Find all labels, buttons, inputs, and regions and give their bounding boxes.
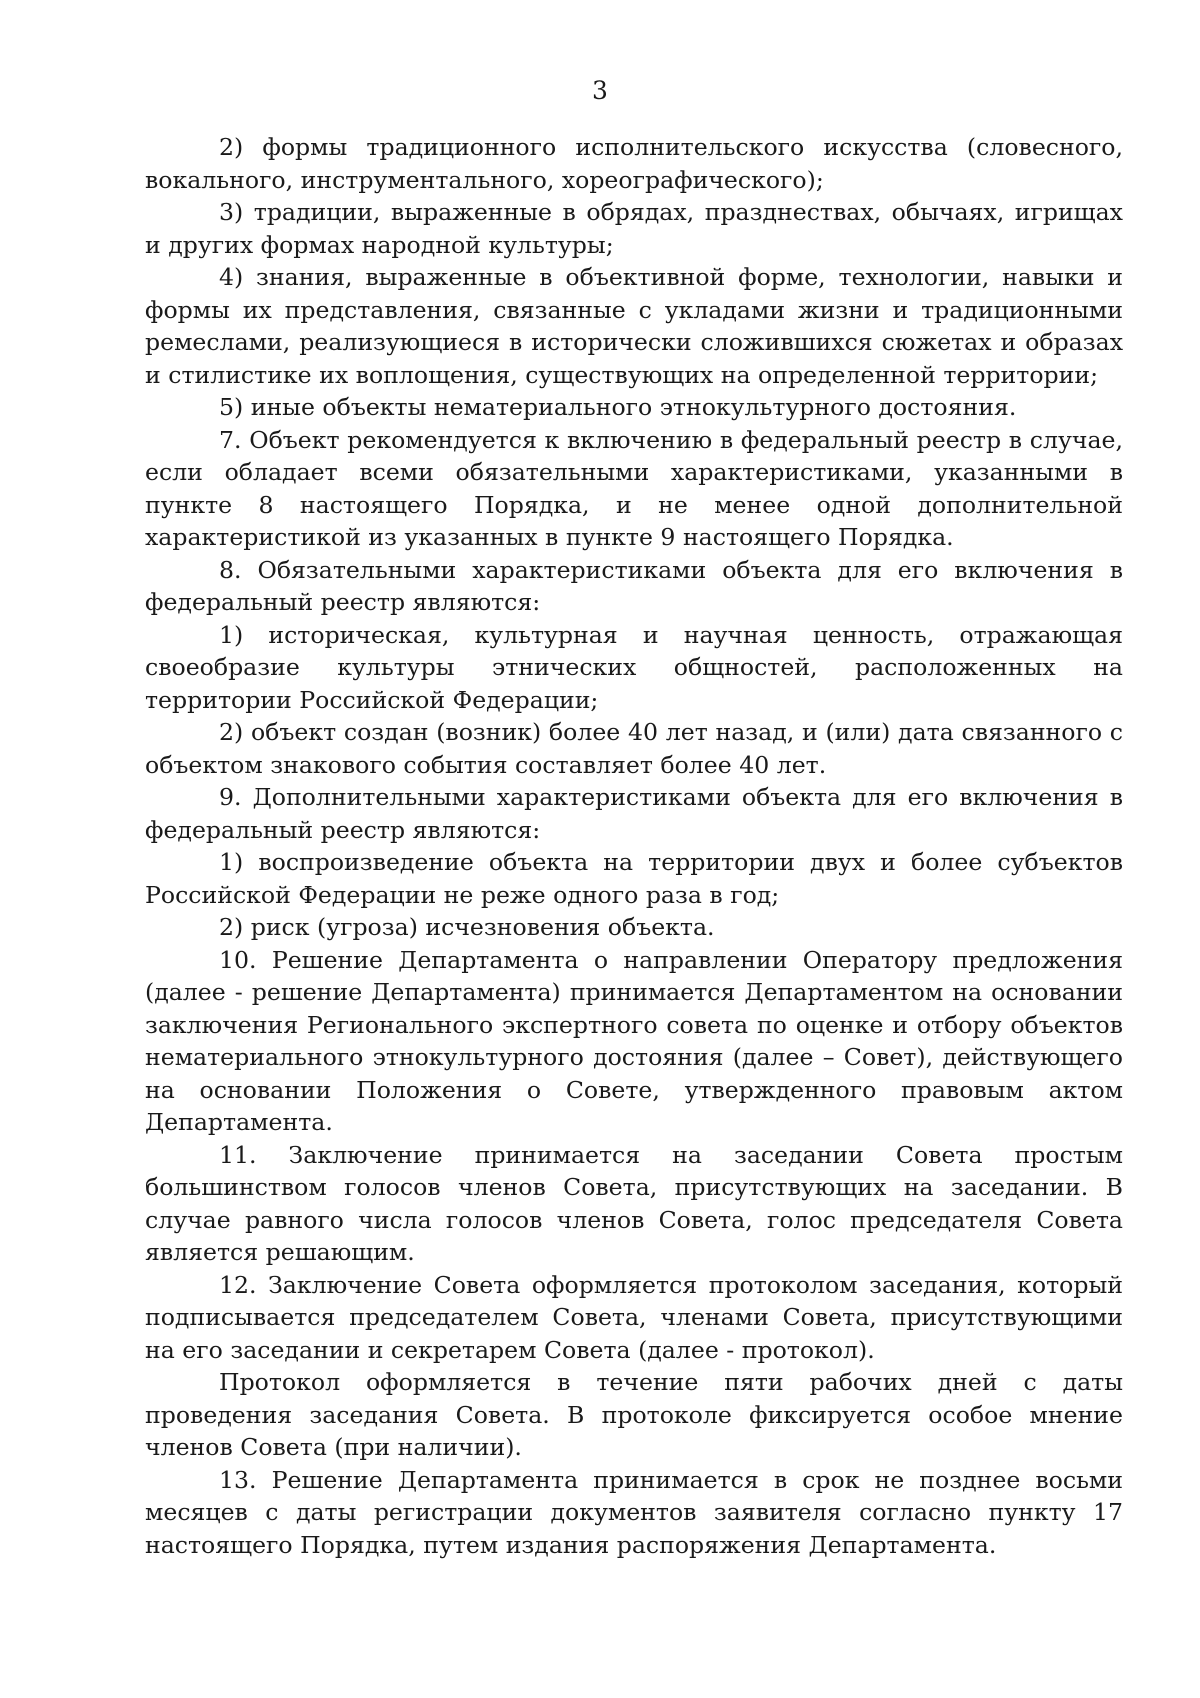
paragraph-clause-12: 12. Заключение Совета оформляется протоколом заседания, который подписывается председателем Совета, членами Совета, присутствующими на его заседании и секретарем Совета (далее - протокол).	[145, 1270, 1123, 1364]
paragraph-clause-8: 8. Обязательными характеристиками объекта для его включения в федеральный реестр являются:	[145, 555, 1123, 616]
paragraph-item-3-traditions: 3) традиции, выраженные в обрядах, празднествах, обычаях, игрищах и других формах народной культуры;	[145, 198, 1123, 259]
paragraph-clause-13: 13. Решение Департамента принимается в срок не позднее восьми месяцев с даты регистрации документов заявителя согласно пункту 17 настоящего Порядка, путем издания распоряжения Департамента.	[145, 1465, 1123, 1559]
paragraph-clause-9: 9. Дополнительными характеристиками объекта для его включения в федеральный реестр являются:	[145, 783, 1123, 844]
paragraph-item-2-forms: 2) формы традиционного исполнительского искусства (словесного, вокального, инструментального, хореографического);	[145, 133, 1123, 194]
paragraph-clause-7: 7. Объект рекомендуется к включению в федеральный реестр в случае, если обладает всеми обязательными характеристиками, указанными в пункте 8 настоящего Порядка, и не менее одной дополнительной характеристикой из указанных в пункте 9 настоящего Порядка.	[145, 425, 1123, 551]
paragraph-clause-8-item-2: 2) объект создан (возник) более 40 лет назад, и (или) дата связанного с объектом знакового события составляет более 40 лет.	[145, 718, 1123, 779]
page-number: 3	[592, 76, 608, 105]
paragraph-clause-9-item-2: 2) риск (угроза) исчезновения объекта.	[219, 913, 715, 941]
document-body	[145, 131, 1123, 1561]
paragraph-clause-10: 10. Решение Департамента о направлении Оператору предложения (далее - решение Департамента) принимается Департаментом на основании заключения Регионального экспертного совета по оценке и отбору объектов нематериального этнокультурного достояния (далее – Совет), действующего на основании Положения о Совете, утвержденного правовым актом Департамента.	[145, 945, 1123, 1136]
paragraph-protocol: Протокол оформляется в течение пяти рабочих дней с даты проведения заседания Совета. В протоколе фиксируется особое мнение членов Совета (при наличии).	[145, 1368, 1123, 1461]
paragraph-clause-9-item-1: 1) воспроизведение объекта на территории двух и более субъектов Российской Федерации не реже одного раза в год;	[145, 848, 1123, 909]
paragraph-clause-11: 11. Заключение принимается на заседании Совета простым большинством голосов членов Совета, присутствующих на заседании. В случае равного числа голосов членов Совета, голос председателя Совета является решающим.	[145, 1140, 1123, 1266]
paragraph-item-4-knowledge: 4) знания, выраженные в объективной форме, технологии, навыки и формы их представления, связанные с укладами жизни и традиционными ремеслами, реализующиеся в исторически сложившихся сюжетах и образах и стилистике их воплощения, существующих на определенной территории;	[145, 263, 1123, 389]
paragraph-item-5-other-objects: 5) иные объекты нематериального этнокультурного достояния.	[219, 393, 1017, 421]
paragraph-clause-8-item-1: 1) историческая, культурная и научная ценность, отражающая своеобразие культуры этнических общностей, расположенных на территории Российской Федерации;	[145, 620, 1123, 714]
